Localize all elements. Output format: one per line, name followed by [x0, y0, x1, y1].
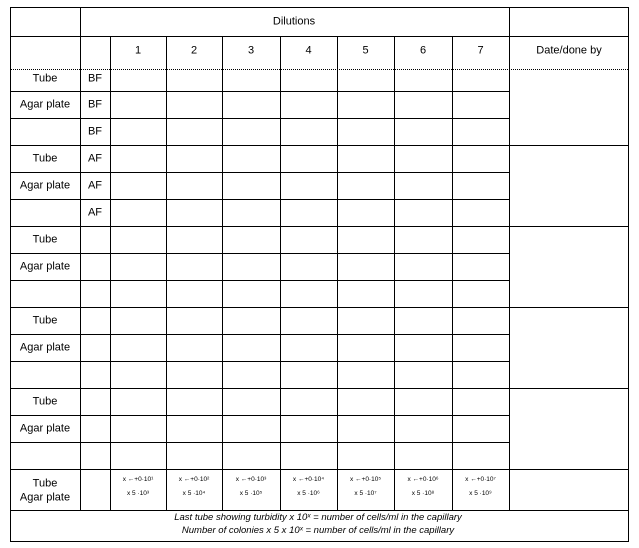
row-label: Tube: [32, 72, 58, 84]
grid-line-h: [10, 91, 510, 92]
grid-line-h: [10, 510, 629, 511]
grid-line-h: [10, 199, 510, 200]
grid-line-h: [509, 469, 629, 470]
agar-factor: x 5 ·10⁴: [182, 490, 206, 497]
footer-line-2: Number of colonies x 5 x 10ˣ = number of cells/ml in the capillary: [181, 525, 455, 536]
grid-line-h: [509, 226, 629, 227]
grid-line-v: [452, 36, 453, 511]
dilution-number: 6: [419, 44, 427, 57]
row-label: Tube: [32, 152, 58, 164]
dilution-number: 1: [134, 44, 142, 57]
dilution-number: 3: [247, 44, 255, 57]
tube-factor: x ←+0·10²: [178, 476, 210, 483]
grid-line-h: [10, 361, 510, 362]
dilution-number: 5: [362, 44, 369, 57]
agar-factor: x 5 ·10⁶: [297, 490, 320, 497]
grid-line-h: [10, 145, 510, 146]
summary-tube-label: Tube: [32, 477, 58, 490]
row-code: AF: [87, 179, 103, 191]
grid-line-h: [10, 226, 510, 227]
tube-factor: x ←+0·10¹: [122, 476, 154, 483]
grid-line-h: [10, 36, 629, 37]
header-dotted-divider: [10, 69, 628, 70]
summary-agar-label: Agar plate: [19, 491, 71, 504]
grid-line-h: [10, 334, 510, 335]
agar-factor: x 5 ·10⁹: [469, 490, 492, 497]
grid-line-v: [10, 7, 11, 542]
grid-line-v: [337, 36, 338, 511]
row-code: BF: [87, 98, 103, 110]
grid-line-v: [166, 36, 167, 511]
grid-line-h: [10, 253, 510, 254]
grid-line-h: [10, 280, 510, 281]
grid-line-h: [509, 388, 629, 389]
row-label: Agar plate: [19, 422, 71, 434]
agar-factor: x 5 ·10⁵: [239, 490, 263, 497]
grid-line-h: [10, 442, 510, 443]
date-done-by-header: Date/done by: [536, 44, 602, 57]
grid-line-v: [222, 36, 223, 511]
row-label: Agar plate: [19, 260, 71, 272]
row-code: BF: [87, 72, 103, 84]
grid-line-h: [10, 307, 510, 308]
grid-line-h: [509, 307, 629, 308]
grid-line-v: [628, 7, 629, 542]
grid-line-h: [509, 145, 629, 146]
tube-factor: x ←+0·10⁴: [292, 476, 325, 483]
dilution-number: 2: [190, 44, 198, 57]
agar-factor: x 5 ·10⁷: [354, 490, 377, 497]
grid-line-v: [280, 36, 281, 511]
grid-line-h: [10, 541, 629, 542]
grid-line-h: [10, 415, 510, 416]
dilution-number: 4: [305, 44, 312, 57]
agar-factor: x 5 ·10³: [126, 490, 150, 497]
grid-line-h: [10, 469, 510, 470]
row-label: Agar plate: [19, 179, 71, 191]
dilutions-header: Dilutions: [272, 15, 316, 28]
dilution-number: 7: [477, 44, 484, 57]
grid-line-h: [10, 7, 629, 8]
agar-factor: x 5 ·10⁸: [411, 490, 435, 497]
row-code: BF: [87, 125, 103, 137]
row-label: Tube: [32, 233, 58, 245]
grid-line-v: [110, 36, 111, 511]
grid-line-v: [509, 7, 510, 511]
grid-line-h: [10, 388, 510, 389]
tube-factor: x ←+0·10³: [235, 476, 267, 483]
grid-line-v: [394, 36, 395, 511]
tube-factor: x ←+0·10⁵: [349, 476, 382, 483]
tube-factor: x ←+0·10⁶: [407, 476, 439, 483]
row-code: AF: [87, 206, 103, 218]
row-label: Tube: [32, 395, 58, 407]
tube-factor: x ←+0·10⁷: [465, 476, 496, 483]
row-code: AF: [87, 152, 103, 164]
row-label: Tube: [32, 314, 58, 326]
footer-line-1: Last tube showing turbidity x 10ˣ = number of cells/ml in the capillary: [174, 512, 462, 523]
row-label: Agar plate: [19, 98, 71, 110]
grid-line-h: [10, 118, 510, 119]
grid-line-h: [10, 172, 510, 173]
row-label: Agar plate: [19, 341, 71, 353]
grid-line-v: [80, 7, 81, 511]
